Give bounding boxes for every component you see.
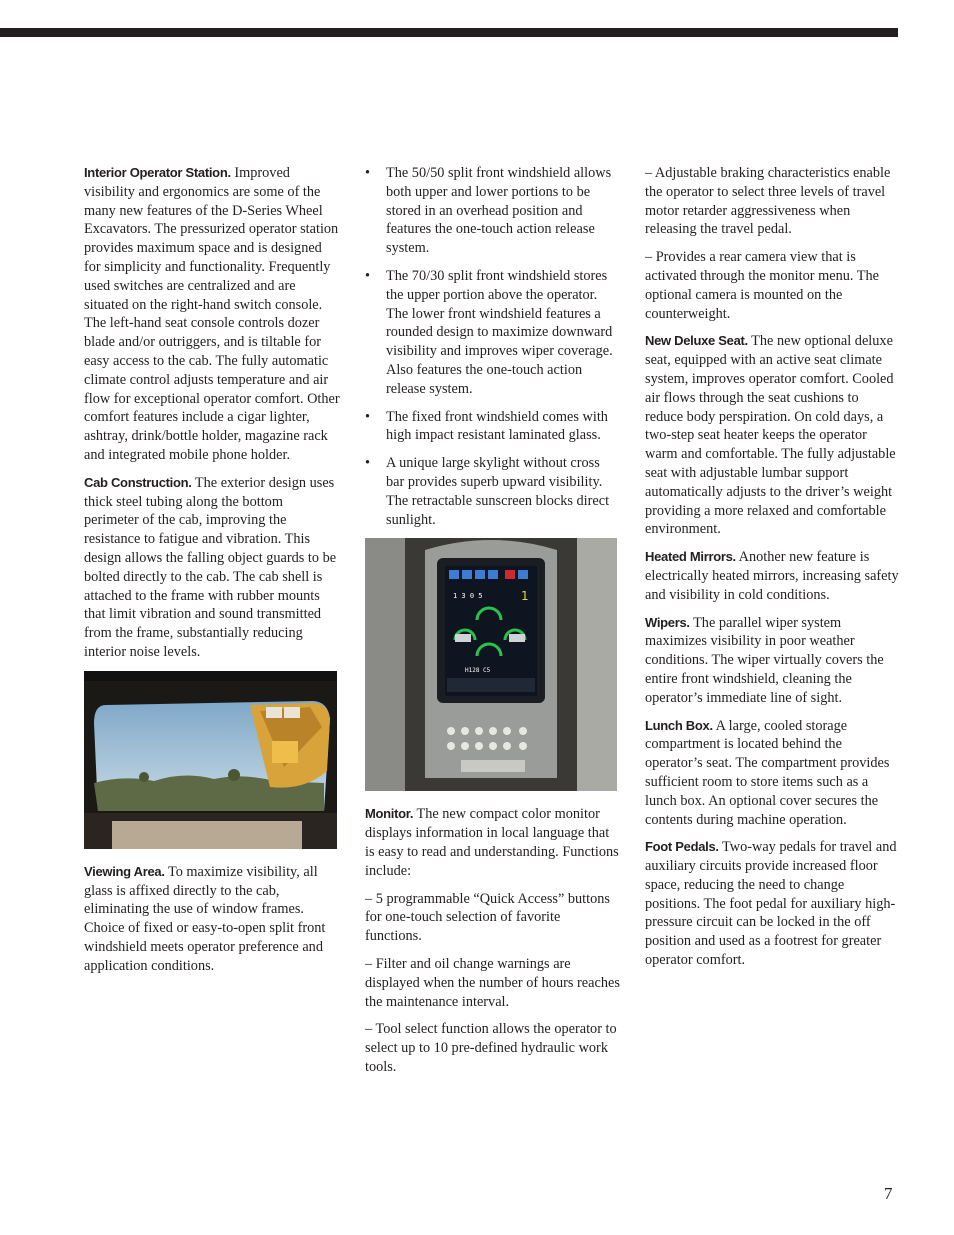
column-left (84, 164, 340, 985)
monitor-gear-readout: 1 (521, 589, 529, 604)
column-middle (365, 164, 620, 1086)
monitor-function-item: – Provides a rear camera view that is activated through the monitor menu. The optional camera is mounted on the counterweight. (645, 249, 879, 322)
heated-mirrors-paragraph (645, 548, 900, 604)
monitor-text: The new compact color monitor displays information in local language that is easy to read and understanding. Functions include: (365, 806, 619, 879)
bullet-marker: • (365, 455, 371, 472)
interior-operator-station-heading: Interior Operator Station. (84, 165, 231, 180)
bullet-marker: • (365, 165, 371, 181)
list-item (365, 454, 620, 529)
monitor-function-item: – Filter and oil change warnings are displayed when the number of hours reaches the maintenance interval. (365, 955, 620, 1010)
bullet-text: A unique large skylight without cross bar provides superb upward visibility. The retractable sunscreen blocks direct sunlight. (386, 455, 610, 528)
monitor-photo (365, 538, 617, 791)
interior-operator-station-paragraph (84, 164, 340, 465)
cab-construction-text: The exterior design uses thick steel tubing along the bottom perimeter of the cab, improving the resistance to fatigue and vibration. This design allows the falling object guards to be bolted directly to the cab. The cab shell is attached to the frame with rubber mounts that limit vibration and sound transmitted from the frame, substantially reducing interior noise levels. (84, 474, 337, 660)
monitor-function-item: – 5 programmable “Quick Access” buttons for one-touch selection of favorite functions. (365, 890, 610, 945)
lunch-box-paragraph (645, 717, 900, 830)
list-item (365, 164, 620, 258)
foot-pedals-paragraph (645, 838, 900, 970)
foot-pedals-text: Two-way pedals for travel and auxiliary circuits provide increased floor space, reducing the need to change positions. The foot pedal for auxiliary high-pressure circuit can be locked in the off position and used as a footrest for greater operator comfort. (645, 839, 897, 969)
windshield-options-list (365, 164, 620, 529)
viewing-area-heading: Viewing Area. (84, 863, 165, 879)
page-number: 7 (884, 1184, 893, 1203)
deluxe-seat-text: The new optional deluxe seat, equipped with an active seat climate system, improves operator comfort. Cooled air flows through the seat cushions to reduce body perspiration. On cold days, a two-step seat heater keeps the operator warm and comfortable. The fully adjustable seat with adjustable lumbar support automatically adjusts to the driver’s weight providing a more relaxed and comfortable environment. (645, 333, 896, 538)
wipers-heading: Wipers. (645, 614, 690, 630)
column-right (645, 164, 900, 979)
monitor-function-item: – Tool select function allows the operator to select up to 10 pre-defined hydraulic work tools. (365, 1021, 617, 1075)
lunch-box-heading: Lunch Box. (645, 717, 713, 733)
wipers-paragraph (645, 614, 900, 708)
monitor-illustration (365, 538, 617, 791)
cab-windshield-photo (84, 671, 337, 849)
cab-construction-paragraph (84, 474, 340, 662)
wipers-text: The parallel wiper system maximizes visibility in poor weather conditions. The wiper virtually covers the entire front windshield, cleaning the operator’s immediate line of sight. (645, 614, 884, 706)
monitor-hours-readout: 1 3 0 5 (453, 592, 483, 601)
bullet-marker: • (365, 267, 371, 284)
cab-windshield-illustration (84, 671, 337, 849)
deluxe-seat-heading: New Deluxe Seat. (645, 333, 748, 349)
foot-pedals-heading: Foot Pedals. (645, 839, 719, 855)
viewing-area-paragraph (84, 863, 340, 976)
heated-mirrors-heading: Heated Mirrors. (645, 549, 736, 565)
lunch-box-text: A large, cooled storage compartment is located behind the operator’s seat. The compartment provides sufficient room to store items such as a lunch box. An optional cover secures the contents during machine operation. (645, 717, 890, 828)
list-item (365, 408, 620, 446)
list-item (365, 267, 620, 399)
bullet-text: The 70/30 split front windshield stores the upper portion above the operator. The lower front windshield features a rounded design to maximize downward visibility and improves wiper coverage. Also features the one-touch action release system. (386, 267, 613, 397)
monitor-heading: Monitor. (365, 806, 414, 822)
interior-operator-station-text: Improved visibility and ergonomics are some of the many new features of the D-Series Wheel Excavators. The pressurized operator station provides maximum space and is designed for simplicity and functionality. Frequently used switches are centralized and are situated on the right-hand switch console. The left-hand seat console controls dozer blade and/or outriggers, and is tiltable for easy access to the cab. The fully automatic climate control adjusts temperature and air flow for exceptional operator comfort. Other comfort features include a cigar lighter, ashtray, drink/bottle holder, magazine rack and integrated mobile phone holder. (84, 165, 340, 463)
bullet-text: The fixed front windshield comes with high impact resistant laminated glass. (386, 408, 608, 444)
monitor-tool-readout: H128 C5 (465, 667, 491, 675)
bullet-text: The 50/50 split front windshield allows both upper and lower portions to be stored in an overhead position and features the one-touch action release system. (386, 165, 612, 257)
deluxe-seat-paragraph (645, 332, 900, 539)
top-rule (0, 28, 898, 37)
viewing-area-text: To maximize visibility, all glass is affixed directly to the cab, eliminating the use of window frames. Choice of fixed or easy-to-open split front windshield meets operator preference and application conditions. (84, 863, 326, 974)
bullet-marker: • (365, 408, 371, 425)
monitor-paragraph (365, 805, 620, 880)
monitor-function-item: – Adjustable braking characteristics enable the operator to select three levels of travel motor retarder aggressiveness when releasing the travel pedal. (645, 165, 891, 238)
heated-mirrors-text: Another new feature is electrically heated mirrors, increasing safety and visibility in cold conditions. (645, 549, 899, 603)
cab-construction-heading: Cab Construction. (84, 474, 192, 490)
